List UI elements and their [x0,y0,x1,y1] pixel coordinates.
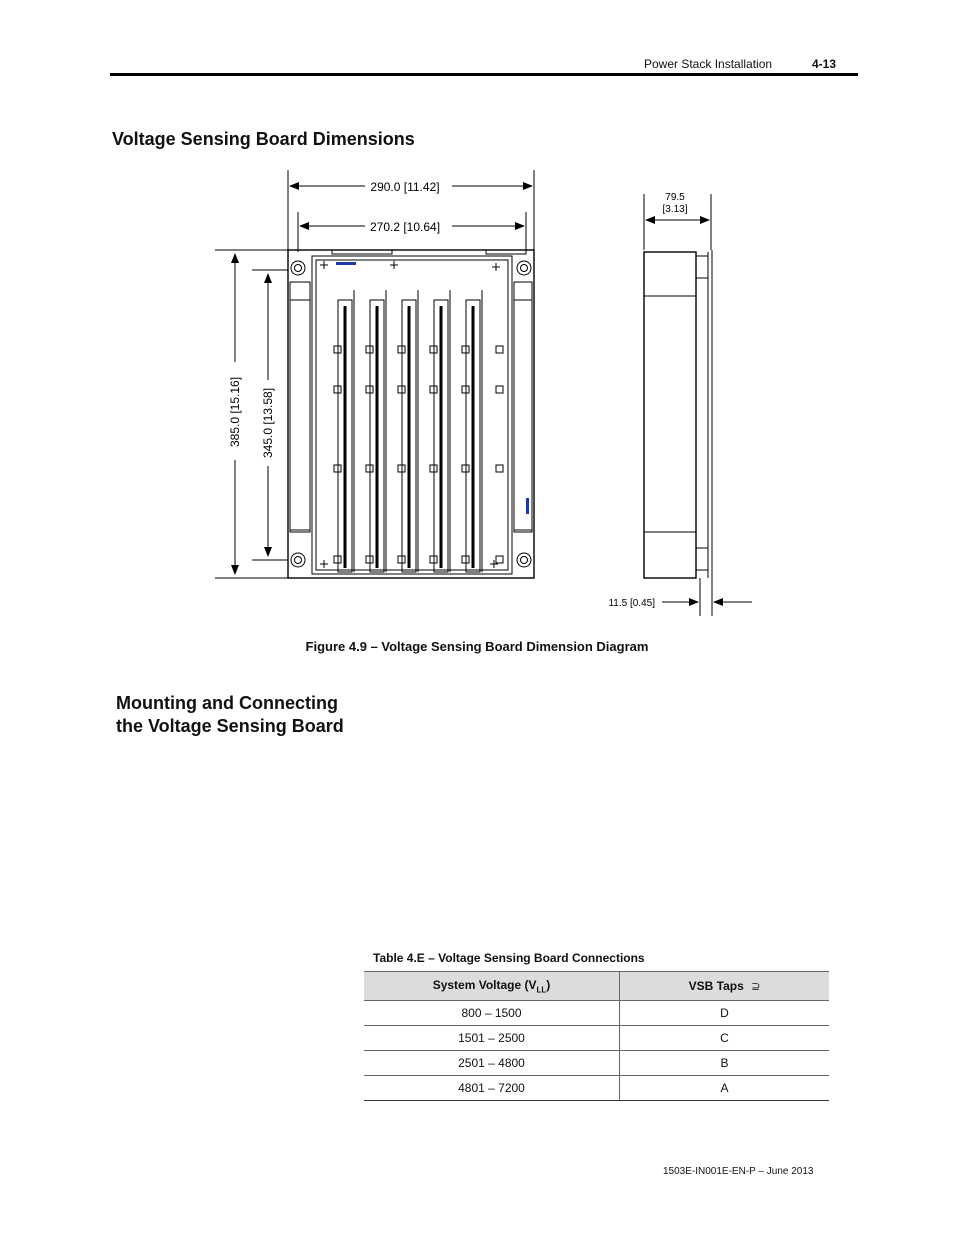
table-row [364,1076,829,1101]
dim-height-outer-label: 385.0 [15.16] [228,376,242,448]
tap-cell: B [620,1051,830,1076]
footer-doc-id: 1503E-IN001E-EN-P – June 2013 [663,1166,814,1177]
running-title: Power Stack Installation [644,57,773,71]
col-vsb-taps-header: VSB Taps ⊇ [620,972,830,1001]
table-header-row [364,972,829,1001]
voltage-cell: 800 – 1500 [364,1001,620,1026]
header-rule [110,73,858,76]
table-caption: Table 4.E – Voltage Sensing Board Connections [373,951,645,965]
dim-height-inner-label: 345.0 [13.58] [261,387,275,459]
tap-cell: D [620,1001,830,1026]
tap-cell: C [620,1026,830,1051]
table-row [364,1051,829,1076]
dim-width-outer-label: 290.0 [11.42] [370,180,440,194]
voltage-cell: 1501 – 2500 [364,1026,620,1051]
figure-caption: Figure 4.9 – Voltage Sensing Board Dimension Diagram [305,639,649,654]
tap-cell: A [620,1076,830,1101]
mounting-heading [116,692,436,738]
table-row [364,1001,829,1026]
voltage-cell: 2501 – 4800 [364,1051,620,1076]
dim-depth-mm-label: 79.5 [665,192,685,203]
mounting-heading-line2: the Voltage Sensing Board [116,716,344,736]
dim-thickness-label: 11.5 [0.45] [608,598,655,609]
dim-width-inner-label: 270.2 [10.64] [369,220,441,234]
table-row [364,1026,829,1051]
board-side-view [644,194,752,616]
dimensions-heading: Voltage Sensing Board Dimensions [112,129,415,149]
voltage-cell: 4801 – 7200 [364,1076,620,1101]
connections-table [364,971,829,1101]
board-front-view [288,250,534,578]
dimension-diagram [200,160,800,630]
dim-depth-in-label: [3.13] [662,204,688,215]
col-system-voltage-header: System Voltage $(V_{LL})$ [364,972,620,1001]
mounting-heading-line1: Mounting and Connecting [116,693,338,713]
page-number: 4-13 [812,57,837,71]
footnote-symbol: ⊇ [751,981,761,993]
